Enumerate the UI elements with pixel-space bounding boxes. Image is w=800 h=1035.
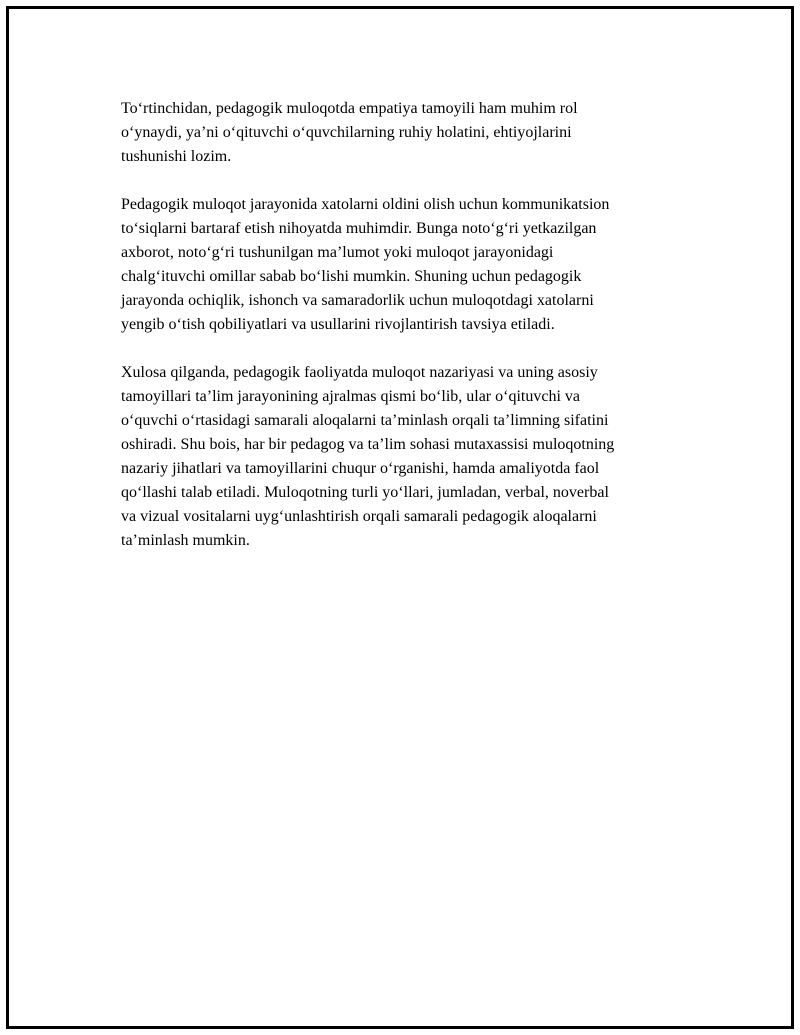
text-line: o‘quvchi o‘rtasidagi samarali aloqalarni ta’minlash orqali ta’limning sifatini bbox=[121, 412, 609, 429]
text-line: nazariy jihatlari va tamoyillarini chuqur o‘rganishi, hamda amaliyotda faol bbox=[121, 460, 600, 477]
text-line: tamoyillari ta’lim jarayonining ajralmas qismi bo‘lib, ular o‘qituvchi va bbox=[121, 388, 580, 405]
text-line: to‘siqlarni bartaraf etish nihoyatda muhimdir. Bunga noto‘g‘ri yetkazilgan bbox=[121, 220, 597, 237]
page-frame bbox=[6, 6, 794, 1029]
text-line: chalg‘ituvchi omillar sabab bo‘lishi mumkin. Shuning uchun pedagogik bbox=[121, 268, 582, 285]
text-line: tushunishi lozim. bbox=[121, 148, 232, 165]
paragraph-conclusion bbox=[121, 361, 701, 553]
text-line: Xulosa qilganda, pedagogik faoliyatda muloqot nazariyasi va uning asosiy bbox=[121, 364, 598, 381]
text-line: Pedagogik muloqot jarayonida xatolarni oldini olish uchun kommunikatsion bbox=[121, 196, 610, 213]
paragraph-empathy bbox=[121, 97, 701, 169]
document-body bbox=[121, 97, 701, 577]
text-line: jarayonda ochiqlik, ishonch va samaradorlik uchun muloqotdagi xatolarni bbox=[121, 292, 594, 309]
text-line: ta’minlash mumkin. bbox=[121, 532, 250, 549]
text-line: o‘ynaydi, ya’ni o‘qituvchi o‘quvchilarning ruhiy holatini, ehtiyojlarini bbox=[121, 124, 572, 141]
text-line: axborot, noto‘g‘ri tushunilgan ma’lumot yoki muloqot jarayonidagi bbox=[121, 244, 554, 261]
text-line: To‘rtinchidan, pedagogik muloqotda empatiya tamoyili ham muhim rol bbox=[121, 100, 578, 117]
text-line: oshiradi. Shu bois, har bir pedagog va ta’lim sohasi mutaxassisi muloqotning bbox=[121, 436, 615, 453]
text-line: yengib o‘tish qobiliyatlari va usullarini rivojlantirish tavsiya etiladi. bbox=[121, 316, 555, 333]
text-line: qo‘llashi talab etiladi. Muloqotning turli yo‘llari, jumladan, verbal, noverbal bbox=[121, 484, 609, 501]
text-line: va vizual vositalarni uyg‘unlashtirish orqali samarali pedagogik aloqalarni bbox=[121, 508, 597, 525]
paragraph-communication-barriers bbox=[121, 193, 701, 337]
